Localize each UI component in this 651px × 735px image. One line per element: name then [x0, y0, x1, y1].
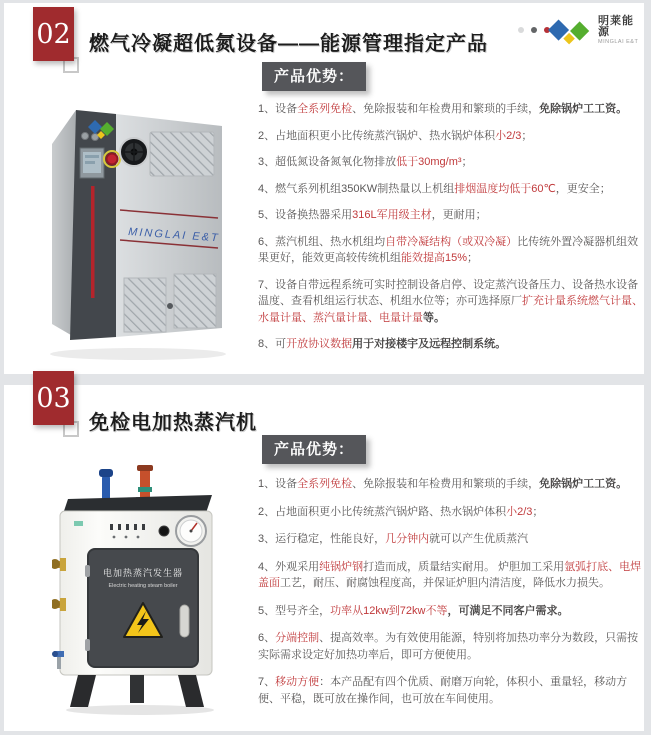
advantage-item: 3、超低氮设备氮氧化物排放低于30mg/m³； — [258, 156, 473, 168]
section-number-badge — [33, 371, 74, 425]
side-valve-icon — [52, 598, 66, 611]
advantages-list — [258, 101, 644, 363]
product-section-card-electric — [4, 382, 644, 731]
product-photo-electric-steam-boiler — [52, 465, 230, 722]
header-dots-decoration — [518, 27, 550, 33]
product-section-card-gas — [4, 3, 644, 374]
boiler-door — [85, 549, 198, 667]
advantage-item: 3、运行稳定，性能良好，几分钟内就可以产生优质蒸汽 — [258, 533, 529, 545]
advantage-item: 6、分端控制、提高效率。为有效使用能源，特别将加热功率分为数段，只需按实际需求设定好加热功率后，即可方便使用。 — [258, 632, 639, 661]
red-stripe-decoration — [91, 186, 95, 298]
door-handle — [180, 605, 189, 637]
advantages-label: 产品优势： — [262, 435, 366, 464]
advantage-item: 7、设备自带远程系统可实时控制设备启停、设定蒸汽设备压力、设备热水设备温度、查看机组运行状态、机组水位等；亦可选择原厂扩充计量系统燃气计量、水量计量、蒸汽量计量、电量计量等。 — [258, 278, 643, 324]
advantage-item: 6、蒸汽机组、热水机组均自带冷凝结构（或双冷凝）比传统外置冷凝器机组效果更好，能效更高较传统机组能效提高15%； — [258, 235, 639, 264]
machine-brand-text: MINGLAI E&T — [127, 226, 221, 245]
section-title: 燃气冷凝超低氮设备——能源管理指定产品 — [89, 33, 488, 55]
bottom-vent-grille-right — [174, 274, 216, 328]
dot-icon — [518, 27, 524, 33]
section-number-badge — [33, 7, 74, 61]
advantage-item: 4、外观采用纯锅炉钢打造而成，质量结实耐用。 炉胆加工采用氩弧打底、电焊盖面工艺，耐压、耐腐蚀程度高，并保证炉胆内清洁度，降低水力损失。 — [258, 560, 642, 589]
advantage-item: 8、可开放协议数据用于对接楼宇及远程控制系统。 — [258, 338, 507, 350]
advantage-item: 7、移动方便：本产品配有四个优质、耐磨万向轮，体积小、重量轻，移动方便、平稳，既可放在操作间，也可放在车间使用。 — [258, 676, 628, 705]
company-name-en: MINGLAI E&T — [598, 39, 639, 46]
advantage-item: 1、设备全系列免检、免除报装和年检费用和繁琐的手续，免除锅炉工工资。 — [258, 103, 628, 115]
emergency-stop-button — [104, 151, 120, 167]
touchscreen-panel — [80, 148, 104, 178]
advantage-item: 5、设备换热器采用316L军用级主材，更耐用； — [258, 209, 487, 221]
label-chip — [74, 521, 83, 526]
door-knob — [167, 303, 173, 309]
advantages-label: 产品优势： — [262, 62, 366, 91]
side-valve-icon — [52, 558, 66, 571]
pressure-gauge-icon — [176, 516, 206, 546]
company-name-cn: 明莱能源 — [598, 15, 634, 39]
section-number: 02 — [36, 18, 71, 50]
section-title: 免检电加热蒸汽机 — [89, 412, 257, 434]
advantage-item: 2、占地面积更小比传统蒸汽锅炉路、热水锅炉体积小2/3； — [258, 505, 544, 518]
bottom-vent-grille-left — [124, 278, 166, 332]
dot-icon — [531, 27, 537, 33]
product-photo-gas-boiler — [36, 88, 248, 370]
diamond-logo-icon — [548, 13, 594, 49]
fan-icon — [120, 138, 148, 166]
section-number: 03 — [36, 382, 71, 414]
advantage-item: 2、占地面积更小比传统蒸汽锅炉、热水锅炉体积小2/3； — [258, 129, 533, 142]
advantage-item: 4、燃气系列机组350KW制热量以上机组排烟温度均低于60℃，更安全； — [258, 182, 611, 195]
boiler-legs — [70, 675, 204, 707]
company-logo-text — [598, 16, 644, 46]
advantage-item: 5、型号齐全，功率从12kw到72kw不等，可满足不同客户需求。 — [258, 604, 569, 617]
machine-label-cn: 电加热蒸汽发生器 — [102, 568, 184, 578]
machine-label-en: Electric heating steam boiler — [108, 583, 178, 589]
advantages-list — [258, 476, 644, 718]
advantage-item: 1、设备全系列免检、免除报装和年检费用和繁琐的手续，免除锅炉工工资。 — [258, 478, 628, 490]
control-knob — [159, 526, 169, 536]
top-vent-grille — [150, 132, 214, 176]
company-logo — [548, 13, 644, 49]
floor-shadow — [50, 348, 226, 360]
